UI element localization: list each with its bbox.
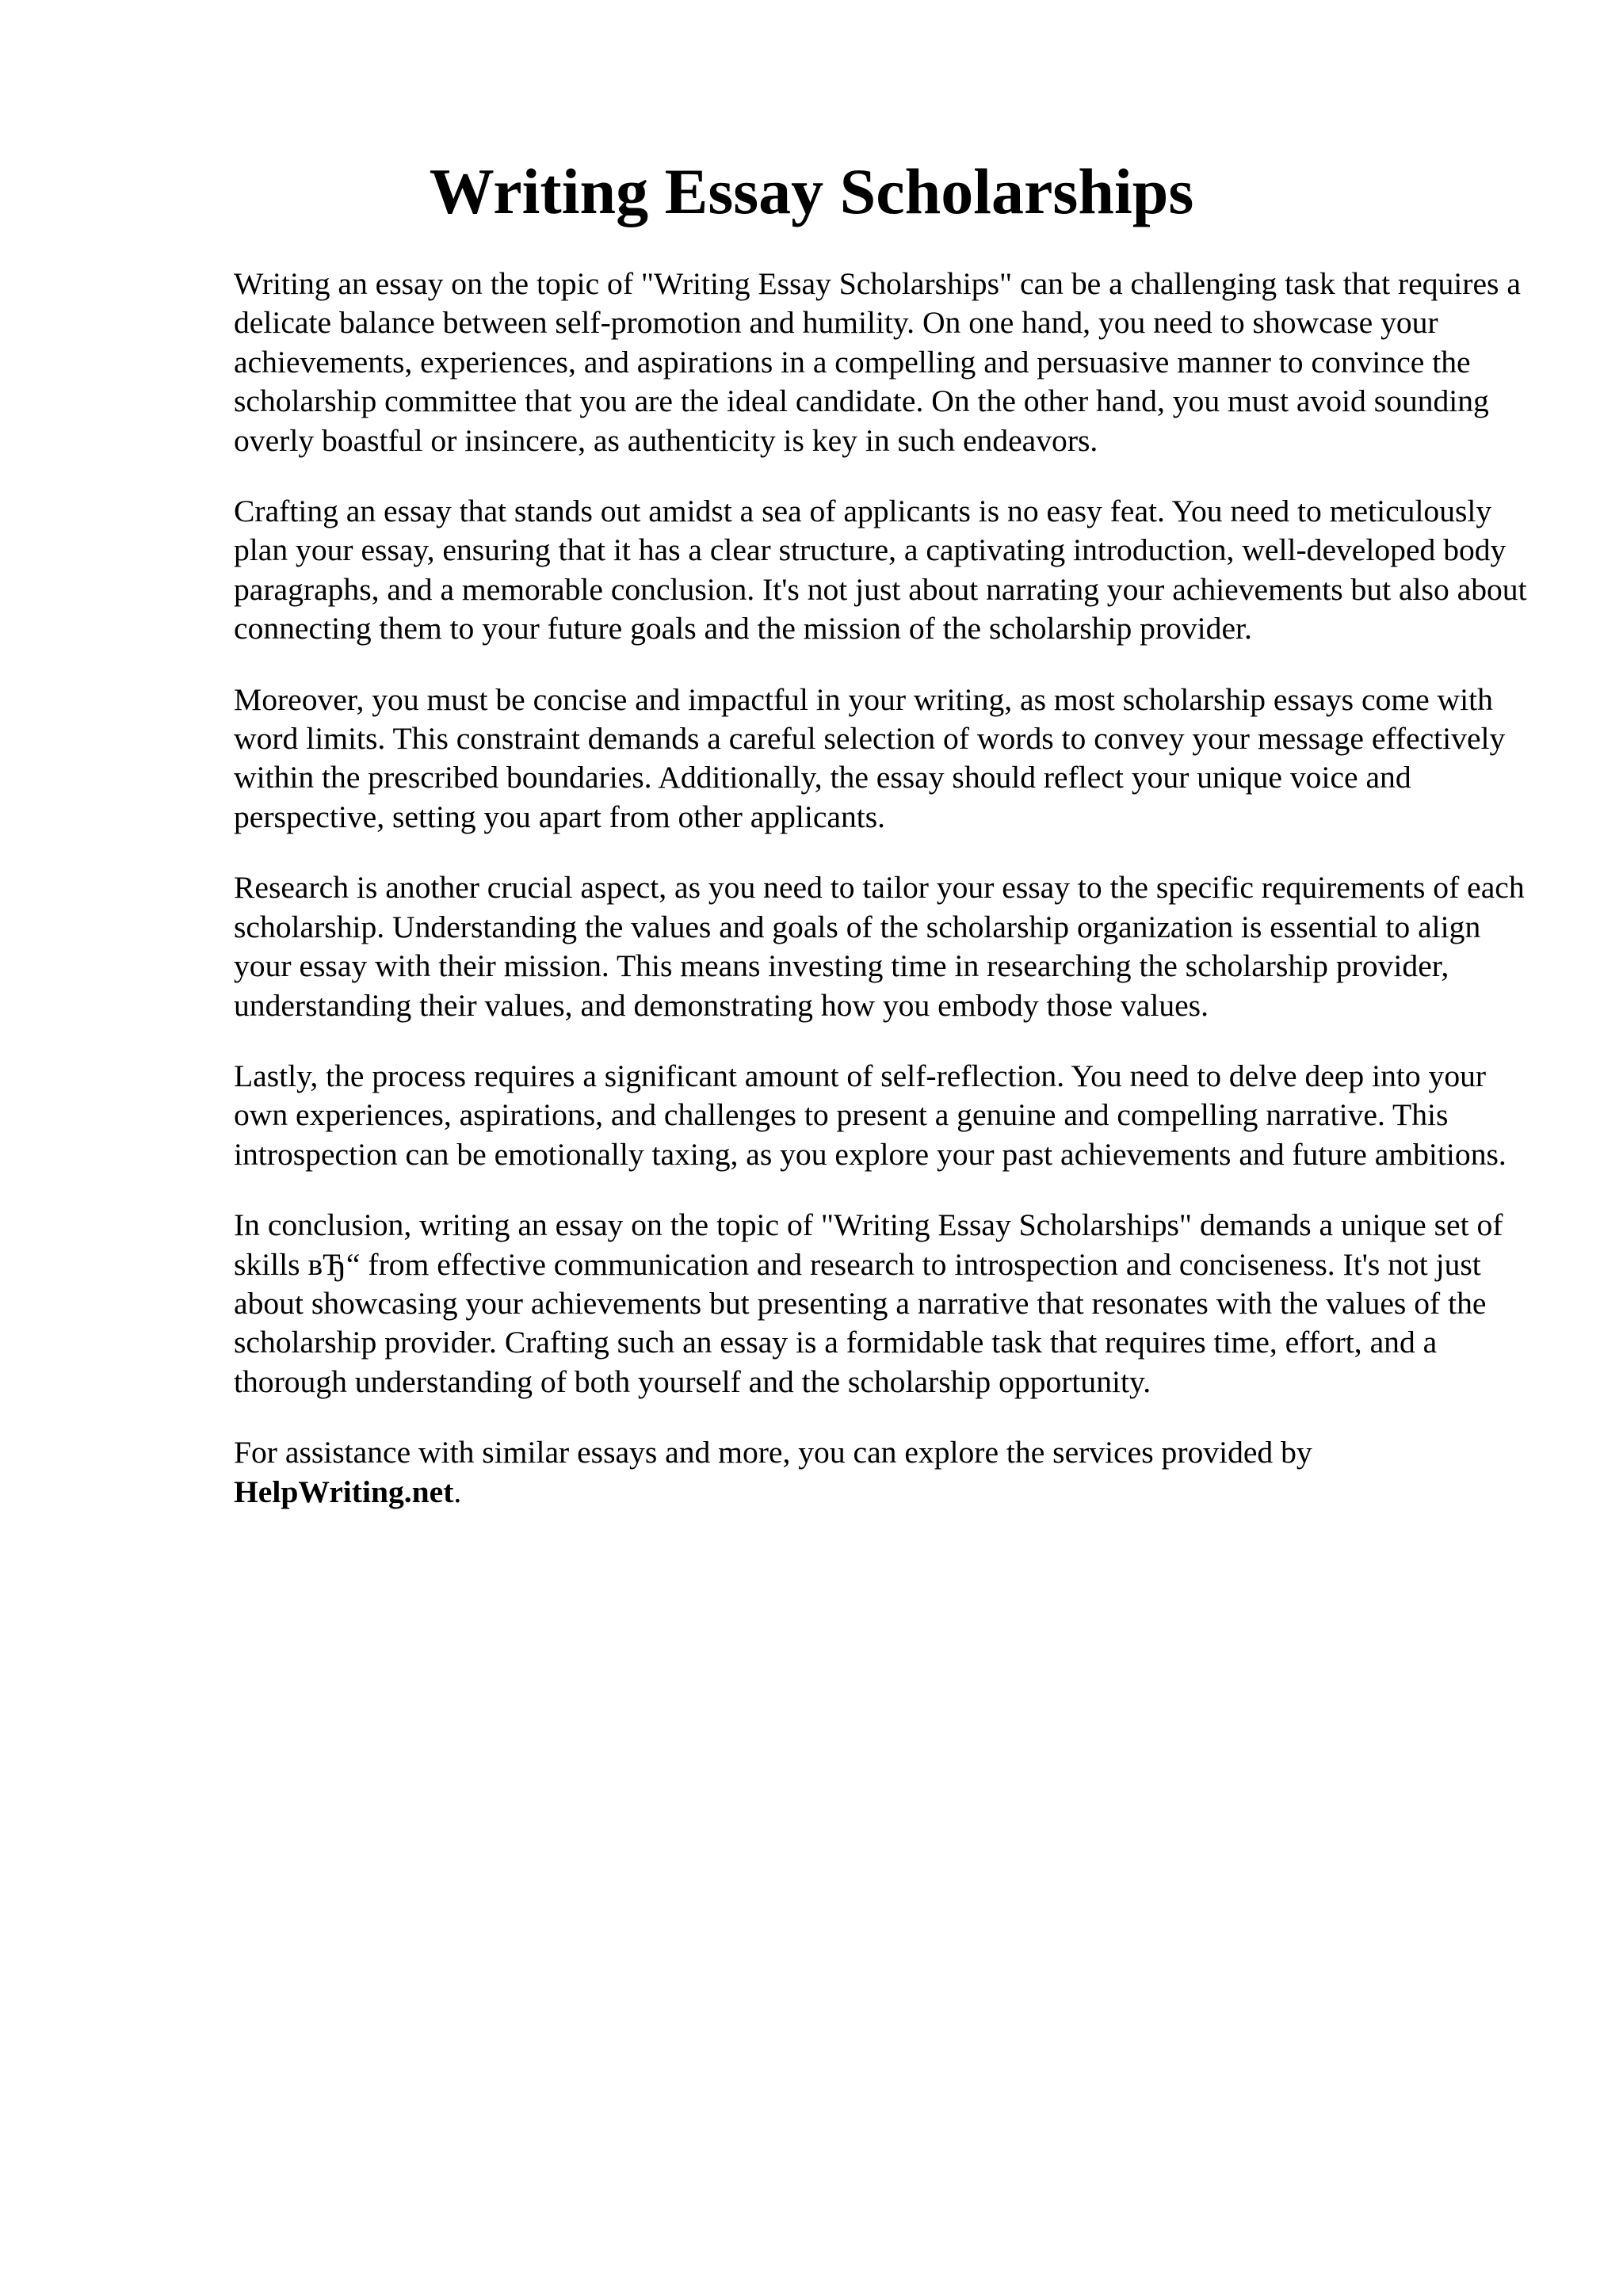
paragraph-3: Moreover, you must be concise and impactful in your writing, as most scholarship essays come with word limits. This constraint demands a careful selection of words to convey your message effectively within the prescribed boundaries. Additionally, the essay should reflect your unique voice and perspective, setting you apart from other applicants.	[234, 681, 1506, 834]
brand-name: HelpWriting.net	[234, 1474, 454, 1509]
paragraph-2: Crafting an essay that stands out amidst a sea of applicants is no easy feat. You need to meticulously plan your essay, ensuring that it has a clear structure, a captivating introduction, well-developed body paragraphs, and a memorable conclusion. It's not just about narrating your achievements but also about connecting them to your future goals and the mission of the scholarship provider.	[234, 494, 1527, 646]
document-body	[234, 265, 1541, 1543]
paragraph-4: Research is another crucial aspect, as you need to tailor your essay to the specific requirements of each scholarship. Understanding the values and goals of the scholarship organization is essential to align your essay with their mission. This means investing time in researching the scholarship provider, understanding their values, and demonstrating how you embody those values.	[234, 870, 1525, 1023]
closing-paragraph	[234, 1433, 1541, 1512]
closing-period: .	[453, 1474, 462, 1509]
closing-text: For assistance with similar essays and more, you can explore the services provided by	[234, 1435, 1312, 1470]
paragraph-1: Writing an essay on the topic of "Writing Essay Scholarships" can be a challenging task that requires a delicate balance between self-promotion and humility. On one hand, you need to showcase your achievements, experiences, and aspirations in a compelling and persuasive manner to convince the scholarship committee that you are the ideal candidate. On the other hand, you must avoid sounding overly boastful or insincere, as authenticity is key in such endeavors.	[234, 266, 1521, 458]
paragraph-5: Lastly, the process requires a significant amount of self-reflection. You need to delve deep into your own experiences, aspirations, and challenges to present a genuine and compelling narrative. This introspection can be emotionally taxing, as you explore your past achievements and future ambitions.	[234, 1058, 1507, 1172]
paragraph-6: In conclusion, writing an essay on the topic of "Writing Essay Scholarships" demands a unique set of skills вЂ“ from effective communication and research to introspection and conciseness. It's not just about showcasing your achievements but presenting a narrative that resonates with the values of the scholarship provider. Crafting such an essay is a formidable task that requires time, effort, and a thorough understanding of both yourself and the scholarship opportunity.	[234, 1207, 1503, 1399]
document-title: Writing Essay Scholarships	[429, 155, 1194, 227]
